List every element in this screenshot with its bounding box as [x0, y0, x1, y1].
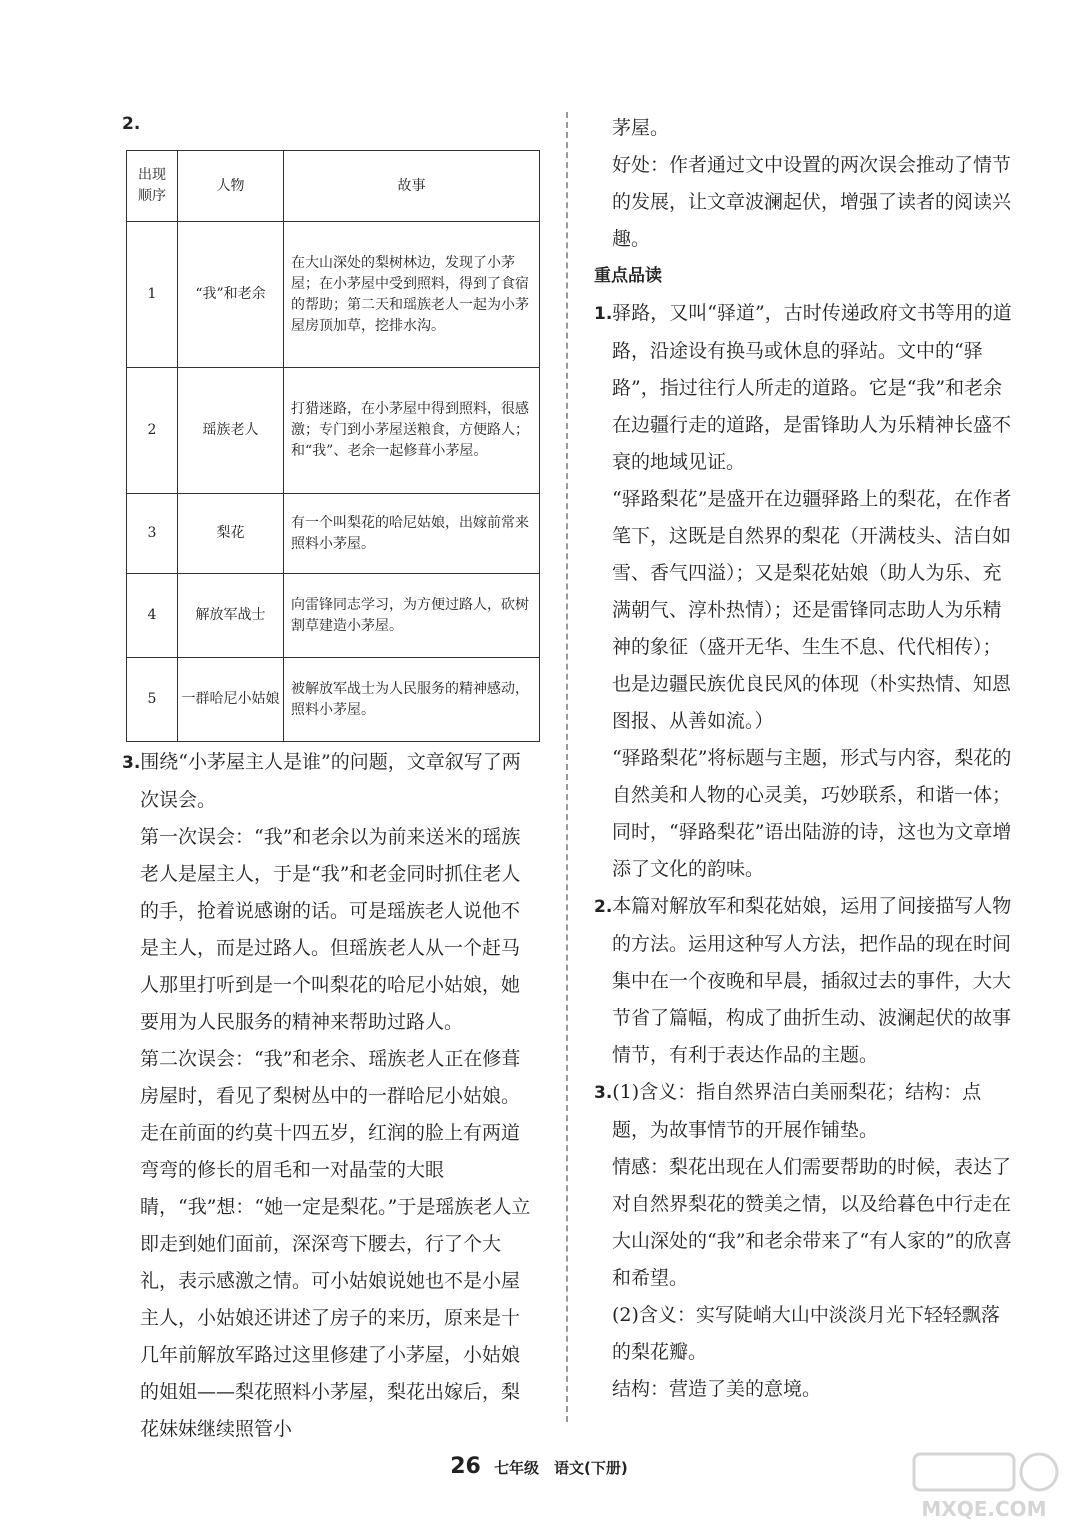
first-misunderstanding: 第一次误会：“我”和老余以为前来送米的瑶族老人是屋主人，于是“我”和老金同时抓住老人的手，抢着说感谢的话。可是瑶族老人说他不是主人，而是过路人。但瑶族老人从一个赶马人那里打听到是一个叫梨花的哈尼小姑娘，她要用为人民服务的精神来帮助过路人。	[140, 826, 521, 1033]
cell-order: 1	[127, 222, 178, 368]
footer-subject: 语文(下册)	[554, 1459, 628, 1477]
key-point-1	[594, 295, 1014, 481]
cell-order: 2	[127, 368, 178, 494]
key-point-2-number: 2.	[594, 897, 613, 917]
table-row	[127, 658, 540, 742]
question-3-intro	[122, 744, 537, 819]
benefit-paragraph: 好处：作者通过文中设置的两次误会推动了情节的发展，让文章波澜起伏，增强了读者的阅读兴趣。	[612, 154, 1012, 250]
table-row	[127, 574, 540, 658]
question-3-text: 围绕“小茅屋主人是谁”的问题，文章叙写了两次误会。	[140, 751, 521, 811]
watermark-logo	[904, 1442, 1064, 1522]
table-header-row	[127, 151, 540, 222]
key-point-1-text: 驿路，又叫“驿道”，古时传递政府文书等用的道路，沿途设有换马或休息的驿站。文中的“驿路”，指过往行人所走的道路。它是“我”和老余在边疆行走的道路，是雷锋助人为乐精神长盛不衰的地域见证。	[612, 302, 1012, 473]
key-point-3-text: (1)含义：指自然界洁白美丽梨花；结构：点题，为故事情节的开展作铺垫。	[612, 1081, 982, 1141]
page-number: 26	[450, 1454, 481, 1479]
left-column	[122, 110, 537, 1448]
question-2-label: 2.	[122, 114, 141, 134]
key-point-3-emotion: 情感：梨花出现在人们需要帮助的时候，表达了对自然界梨花的赞美之情，以及给暮色中行走在大山深处的“我”和老余带来了“有人家的”的欣喜和希望。	[612, 1156, 1012, 1289]
key-point-1-number: 1.	[594, 304, 613, 324]
header-story: 故事	[284, 151, 540, 222]
character-table	[126, 150, 540, 742]
cell-story: 有一个叫梨花的哈尼姑娘，出嫁前常来照料小茅屋。	[284, 494, 540, 574]
continued-text: 茅屋。	[612, 117, 670, 139]
key-point-1-para-3: “驿路梨花”将标题与主题，形式与内容，梨花的自然美和人物的心灵美，巧妙联系，和谐一体；同时，“驿路梨花”语出陆游的诗，这也为文章增添了文化的韵味。	[612, 747, 1012, 880]
watermark-text: MXQE.COM	[921, 1497, 1047, 1521]
table-row	[127, 222, 540, 368]
cell-order: 3	[127, 494, 178, 574]
section-heading: 重点品读	[594, 266, 662, 286]
cell-order: 5	[127, 658, 178, 742]
right-column	[594, 110, 1014, 1408]
header-person: 人物	[178, 151, 284, 222]
cell-story: 打猎迷路，在小茅屋中得到照料，很感激；专门到小茅屋送粮食，方便路人；和“我”、老余一起修葺小茅屋。	[284, 368, 540, 494]
cell-story: 被解放军战士为人民服务的精神感动，照料小茅屋。	[284, 658, 540, 742]
key-point-3-structure: 结构：营造了美的意境。	[612, 1378, 822, 1400]
key-point-1-para-2: “驿路梨花”是盛开在边疆驿路上的梨花，在作者笔下，这既是自然界的梨花（开满枝头、洁白如雪、香气四溢）；又是梨花姑娘（助人为乐、充满朝气、淳朴热情）；还是雷锋同志助人为乐精神的象征（盛开无华、生生不息、代代相传）；也是边疆民族优良民风的体现（朴实热情、知恩图报、从善如流。）	[612, 488, 1012, 732]
key-point-2-text: 本篇对解放军和梨花姑娘，运用了间接描写人物的方法。运用这种写人方法，把作品的现在时间集中在一个夜晚和早晨，插叙过去的事件，大大节省了篇幅，构成了曲折生动、波澜起伏的故事情节，有利于表达作品的主题。	[612, 895, 1012, 1066]
key-point-3-number: 3.	[594, 1083, 613, 1103]
cell-person: 一群哈尼小姑娘	[178, 658, 284, 742]
key-point-3-meaning-2: (2)含义：实写陡峭大山中淡淡月光下轻轻飘落的梨花瓣。	[612, 1304, 1000, 1363]
question-3-number: 3.	[122, 753, 141, 773]
header-order: 出现 顺序	[127, 151, 178, 222]
column-divider	[566, 112, 568, 1422]
cell-person: 梨花	[178, 494, 284, 574]
cell-person: 解放军战士	[178, 574, 284, 658]
second-misunderstanding: 第二次误会：“我”和老余、瑶族老人正在修葺房屋时，看见了梨树丛中的一群哈尼小姑娘。走在前面的约莫十四五岁，红润的脸上有两道弯弯的修长的眉毛和一对晶莹的大眼睛，“我”想：“她一定是梨花。”于是瑶族老人立即走到她们面前，深深弯下腰去，行了个大礼，表示感激之情。可小姑娘说她也不是小屋主人，小姑娘还讲述了房子的来历，原来是十几年前解放军路过这里修建了小茅屋，小姑娘的姐姐——梨花照料小茅屋，梨花出嫁后，梨花妹妹继续照管小	[140, 1048, 531, 1440]
key-point-2	[594, 888, 1014, 1074]
key-point-3	[594, 1074, 1014, 1149]
cell-story: 向雷锋同志学习，为方便过路人，砍树割草建造小茅屋。	[284, 574, 540, 658]
footer-grade: 七年级	[493, 1459, 539, 1477]
cell-order: 4	[127, 574, 178, 658]
cell-story: 在大山深处的梨树林边，发现了小茅屋；在小茅屋中受到照料，得到了食宿的帮助；第二天和瑶族老人一起为小茅屋房顶加草，挖排水沟。	[284, 222, 540, 368]
table-row	[127, 368, 540, 494]
table-row	[127, 494, 540, 574]
cell-person: 瑶族老人	[178, 368, 284, 494]
cell-person: “我”和老余	[178, 222, 284, 368]
